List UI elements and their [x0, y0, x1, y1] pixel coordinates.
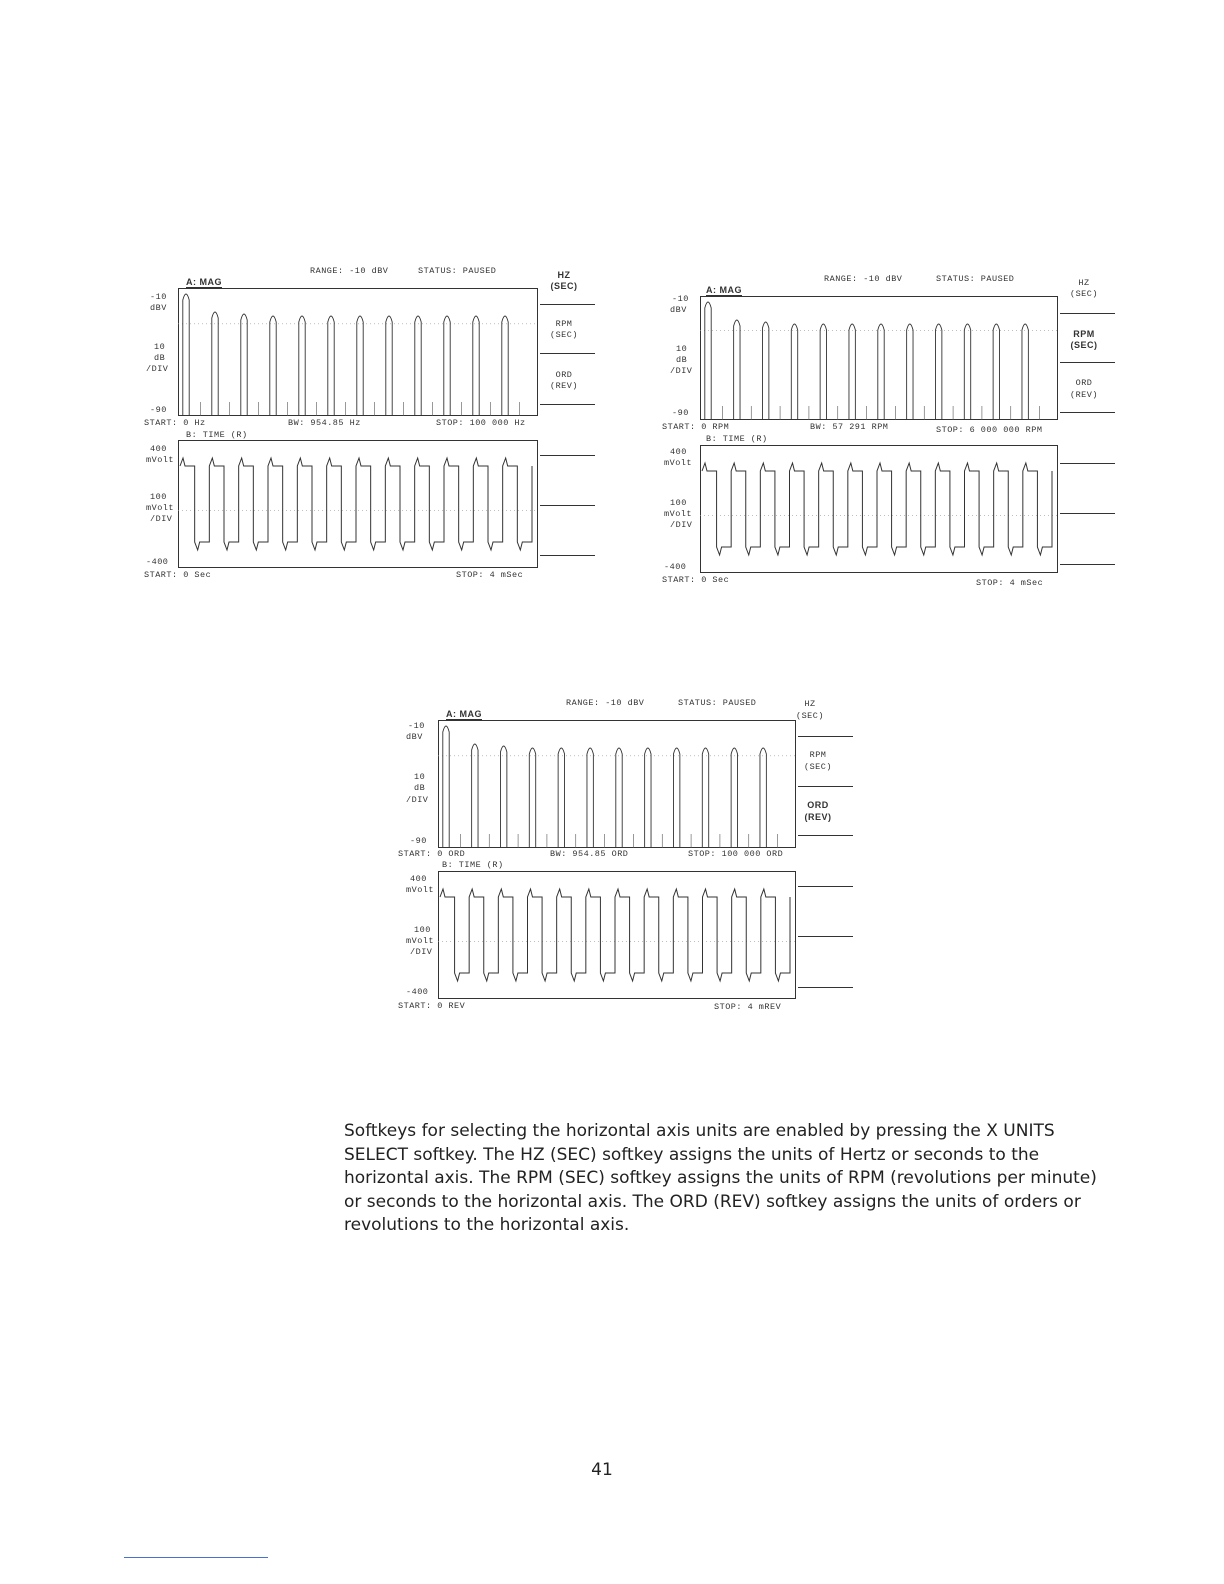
softkey-divider [798, 736, 853, 737]
softkey-hz-line1: HZ [557, 270, 571, 280]
trace-a-scale-value: 10 [414, 772, 426, 782]
softkey-hz-line2: (SEC) [795, 711, 824, 721]
softkey-divider [798, 835, 853, 836]
spectrum-peak [500, 746, 506, 848]
trace-b-start: START: 0 Sec [662, 575, 730, 585]
trace-b-scale-unit: mVolt [406, 936, 435, 946]
spectrum-peak [529, 748, 535, 848]
softkey-divider [1060, 362, 1115, 363]
trace-b-start: START: 0 REV [398, 1001, 466, 1011]
spectrum-peak [443, 726, 449, 848]
trace-a-stop: STOP: 100 000 ORD [688, 849, 784, 859]
spectrum-peak [935, 324, 941, 420]
softkey-rpm-line2: (SEC) [549, 330, 578, 340]
softkey-divider [798, 987, 853, 988]
trace-a-bottom-value: -90 [410, 836, 427, 846]
trace-b-stop: STOP: 4 mSec [456, 570, 524, 580]
trace-b-bottom-value: -400 [406, 987, 429, 997]
softkey-hz-line2: (SEC) [550, 281, 578, 291]
spectrum-peak [964, 324, 970, 420]
range-readout: RANGE: -10 dBV [824, 274, 903, 284]
trace-b-waveform [178, 440, 538, 568]
trace-b-waveform [700, 445, 1058, 573]
softkey-divider [1060, 313, 1115, 314]
analyzer-screen-hz [140, 262, 610, 602]
trace-a-top-unit: dBV [406, 732, 423, 742]
trace-a-start: START: 0 ORD [398, 849, 466, 859]
softkey-hz-line1: HZ [1078, 278, 1090, 288]
spectrum-peak [907, 324, 913, 420]
trace-b-scale-div: /DIV [670, 520, 693, 530]
trace-b-stop: STOP: 4 mSec [976, 578, 1044, 588]
spectrum-peak [820, 324, 826, 420]
spectrum-peak [299, 316, 305, 416]
softkey-divider [798, 886, 853, 887]
analyzer-screen-rpm [660, 270, 1130, 610]
softkey-ord-line1: ORD [807, 800, 829, 810]
trace-a-top-unit: dBV [150, 303, 167, 313]
body-text: Softkeys for selecting the horizontal axis units are enabled by pressing the X UNITS SELECT softkey. The HZ (SEC) softkey assigns the units of Hertz or seconds to the horizontal axis. The RPM (SEC) softkey assigns the units of RPM (revolutions per minute) or seconds to the horizontal axis. The ORD (REV) softkey assigns the units of orders or revolutions to the horizontal axis. [344, 1121, 1097, 1235]
trace-a-top-unit: dBV [670, 305, 687, 315]
trace-b-label: B: TIME (R) [706, 434, 768, 444]
softkey-ord-line2: (REV) [1069, 390, 1098, 400]
spectrum-peak [762, 322, 768, 420]
trace-a-top-value: -10 [672, 294, 689, 304]
spectrum-peak [212, 312, 218, 416]
spectrum-peak [270, 316, 276, 416]
trace-a-scale-div: /DIV [146, 364, 169, 374]
spectrum-peak [993, 324, 999, 420]
trace-b-scale-value: 100 [670, 498, 687, 508]
trace-b-scale-div: /DIV [410, 947, 433, 957]
softkey-rpm-line1: RPM [555, 319, 573, 329]
analyzer-screen-ord [396, 694, 866, 1034]
trace-a-start: START: 0 Hz [144, 418, 206, 428]
trace-b-scale-unit: mVolt [146, 503, 175, 513]
spectrum-peak [673, 748, 679, 848]
body-paragraph [344, 1120, 1104, 1238]
spectrum-peak [878, 324, 884, 420]
status-readout: STATUS: PAUSED [936, 274, 1015, 284]
spectrum-peak [849, 324, 855, 420]
spectrum-peak [645, 748, 651, 848]
trace-b-top-unit: mVolt [146, 455, 175, 465]
softkey-ord-line1: ORD [555, 370, 573, 380]
trace-b-top-unit: mVolt [406, 885, 435, 895]
trace-b-waveform [438, 871, 796, 999]
trace-a-label: A: MAG [446, 709, 482, 719]
square-wave [440, 889, 790, 981]
softkey-ord-line2: (REV) [549, 381, 578, 391]
status-readout: STATUS: PAUSED [678, 698, 757, 708]
spectrum-peak [328, 316, 334, 416]
softkey-divider [540, 404, 595, 405]
softkey-divider [540, 353, 595, 354]
trace-a-label: A: MAG [706, 285, 742, 295]
trace-a-scale-unit: dB [154, 353, 166, 363]
spectrum-peak [702, 748, 708, 848]
spectrum-peak [587, 748, 593, 848]
trace-b-top-unit: mVolt [664, 458, 693, 468]
trace-b-label: B: TIME (R) [442, 860, 504, 870]
trace-a-scale-div: /DIV [406, 795, 429, 805]
softkey-ord-line1: ORD [1075, 378, 1093, 388]
softkey-hz-line2: (SEC) [1069, 289, 1098, 299]
spectrum-peak [357, 316, 363, 416]
square-wave [180, 458, 532, 550]
spectrum-peak [558, 748, 564, 848]
softkey-divider [798, 936, 853, 937]
trace-a-scale-unit: dB [676, 355, 688, 365]
square-wave [702, 463, 1052, 555]
trace-a-top-value: -10 [150, 292, 167, 302]
softkey-divider [1060, 513, 1115, 514]
trace-a-scale-value: 10 [676, 344, 688, 354]
spectrum-peak [731, 748, 737, 848]
trace-b-scale-value: 100 [414, 925, 431, 935]
range-readout: RANGE: -10 dBV [310, 266, 389, 276]
softkey-divider [540, 555, 595, 556]
trace-a-scale-value: 10 [154, 342, 166, 352]
trace-a-bandwidth: BW: 954.85 Hz [288, 418, 361, 428]
spectrum-peak [734, 320, 740, 420]
spectrum-peak [502, 316, 508, 416]
softkey-divider [1060, 463, 1115, 464]
trace-b-start: START: 0 Sec [144, 570, 212, 580]
softkey-rpm-line2: (SEC) [1070, 340, 1098, 350]
softkey-rpm-line2: (SEC) [803, 762, 832, 772]
softkey-divider [540, 455, 595, 456]
softkey-divider [1060, 412, 1115, 413]
spectrum-peak [473, 316, 479, 416]
trace-b-label: B: TIME (R) [186, 430, 248, 440]
softkey-rpm-line1: RPM [1073, 329, 1095, 339]
trace-b-scale-value: 100 [150, 492, 167, 502]
trace-a-scale-unit: dB [414, 783, 426, 793]
trace-b-scale-unit: mVolt [664, 509, 693, 519]
trace-a-spectrum [700, 296, 1058, 420]
spectrum-peak [1022, 324, 1028, 420]
softkey-divider [540, 304, 595, 305]
spectrum-peak [386, 316, 392, 416]
spectrum-peak [760, 748, 766, 848]
status-readout: STATUS: PAUSED [418, 266, 497, 276]
footnote-rule [124, 1557, 268, 1558]
spectrum-peak [415, 316, 421, 416]
page-number: 41 [591, 1460, 613, 1480]
trace-a-bottom-value: -90 [672, 408, 689, 418]
spectrum-peak [241, 314, 247, 416]
spectrum-peak [444, 316, 450, 416]
spectrum-peak [616, 748, 622, 848]
trace-a-start: START: 0 RPM [662, 422, 730, 432]
spectrum-peak [791, 324, 797, 420]
trace-a-top-value: -10 [408, 721, 425, 731]
trace-a-bandwidth: BW: 954.85 ORD [550, 849, 629, 859]
trace-b-stop: STOP: 4 mREV [714, 1002, 782, 1012]
trace-b-top-value: 400 [150, 444, 167, 454]
spectrum-peak [472, 744, 478, 848]
softkey-hz-line1: HZ [804, 699, 816, 709]
trace-a-spectrum [438, 720, 796, 848]
trace-a-scale-div: /DIV [670, 366, 693, 376]
trace-b-top-value: 400 [410, 874, 427, 884]
softkey-divider [540, 505, 595, 506]
trace-b-bottom-value: -400 [664, 562, 687, 572]
trace-b-top-value: 400 [670, 447, 687, 457]
trace-a-label: A: MAG [186, 277, 222, 287]
range-readout: RANGE: -10 dBV [566, 698, 645, 708]
spectrum-peak [705, 302, 711, 420]
spectrum-peak [183, 294, 189, 416]
softkey-rpm-line1: RPM [809, 750, 827, 760]
trace-a-bandwidth: BW: 57 291 RPM [810, 422, 889, 432]
trace-b-scale-div: /DIV [150, 514, 173, 524]
trace-a-stop: STOP: 100 000 Hz [436, 418, 526, 428]
trace-a-stop: STOP: 6 000 000 RPM [936, 425, 1043, 435]
softkey-ord-line2: (REV) [804, 812, 832, 822]
trace-a-bottom-value: -90 [150, 405, 167, 415]
softkey-divider [1060, 564, 1115, 565]
trace-b-bottom-value: -400 [146, 557, 169, 567]
trace-a-spectrum [178, 288, 538, 416]
softkey-divider [798, 786, 853, 787]
